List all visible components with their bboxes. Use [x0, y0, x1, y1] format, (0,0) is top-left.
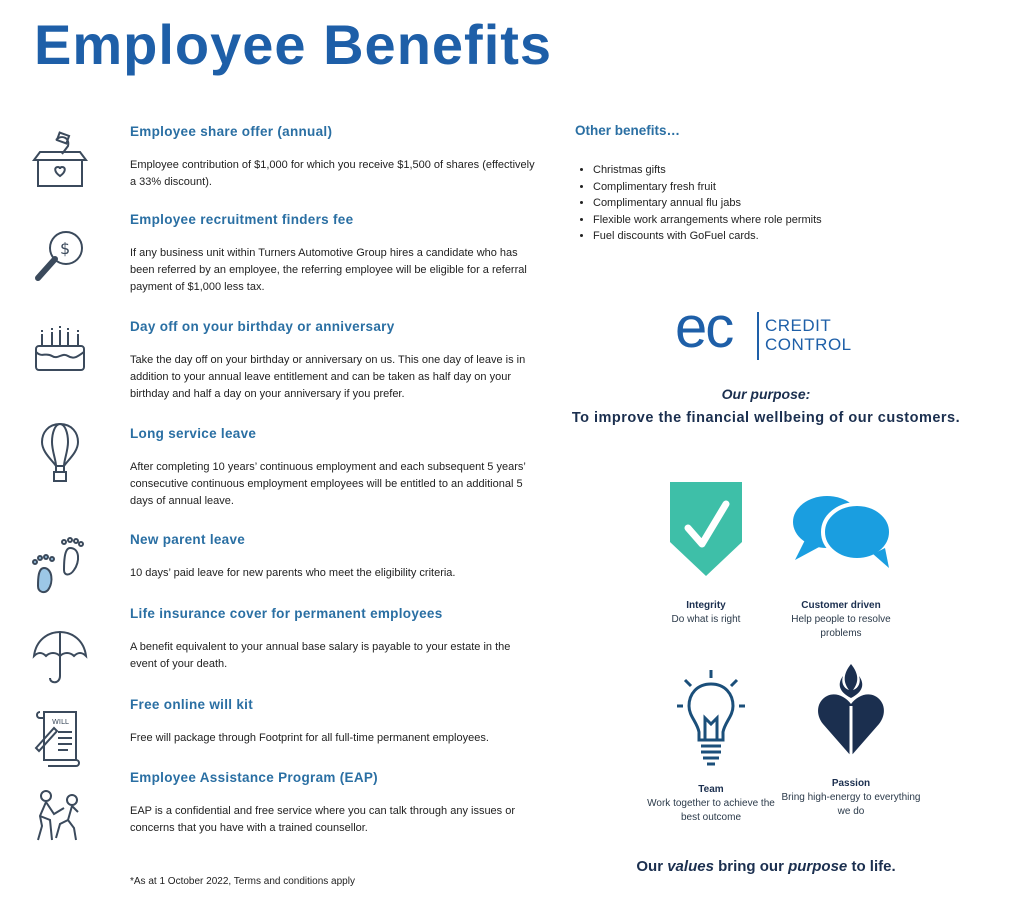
tagline-part: bring our	[713, 858, 789, 875]
value-integrity	[636, 478, 776, 627]
other-benefits-list	[575, 162, 822, 245]
birthday-cake-icon	[30, 318, 90, 378]
tagline-emphasis: purpose	[788, 858, 848, 875]
benefit-will-kit	[130, 697, 535, 747]
benefit-share-offer	[130, 124, 535, 191]
benefit-life-insurance	[130, 606, 535, 673]
footprints-icon	[30, 536, 90, 596]
benefit-title: Employee recruitment finders fee	[130, 212, 354, 227]
list-item: • Complimentary fresh fruit	[593, 179, 822, 196]
donation-box-icon	[30, 130, 90, 190]
magnifier-dollar-icon	[30, 228, 90, 288]
value-desc: Help people to resolve problems	[791, 614, 891, 639]
benefit-finders-fee	[130, 212, 535, 296]
benefit-body: Take the day off on your birthday or anniversary on us. This one day of leave is in addition to your annual leave entitlement and can be taken as half day on your birthday and half a day on your anniversary if you prefer.	[130, 354, 526, 400]
benefit-body: If any business unit within Turners Automotive Group hires a candidate who has been referred by an employee, the referring employee will be eligible for a referral payment of $1,000 less tax.	[130, 247, 527, 293]
value-name: Passion	[831, 778, 871, 789]
benefit-title: Employee share offer (annual)	[130, 124, 333, 139]
benefit-long-service	[130, 426, 535, 510]
tagline-part: Our	[636, 858, 668, 875]
hot-air-balloon-icon	[30, 422, 90, 482]
benefit-title: Long service leave	[130, 426, 257, 441]
logo-line-1: CREDIT	[765, 316, 832, 335]
benefit-title: Day off on your birthday or anniversary	[130, 319, 395, 334]
tagline-part: to life.	[847, 858, 896, 875]
benefit-eap	[130, 770, 535, 837]
logo-mark: ec	[675, 295, 733, 360]
benefit-title: Employee Assistance Program (EAP)	[130, 770, 378, 785]
list-item: • Fuel discounts with GoFuel cards.	[593, 228, 822, 245]
value-desc: Do what is right	[671, 614, 741, 625]
value-desc: Bring high-energy to everything we do	[781, 792, 921, 817]
lightbulb-icon	[671, 666, 751, 770]
logo-divider	[757, 312, 759, 360]
umbrella-icon	[30, 628, 90, 688]
purpose-label: Our purpose:	[721, 386, 811, 402]
purpose-text: To improve the financial wellbeing of our customers.	[571, 410, 961, 426]
value-name: Integrity	[686, 600, 726, 611]
benefit-body: After completing 10 years’ continuous employment and each subsequent 5 years’ consecutive continuous employment employees will be entitled to an additional 5 days of annual leave.	[130, 461, 526, 507]
list-item: • Flexible work arrangements where role permits	[593, 212, 822, 229]
value-desc: Work together to achieve the best outcome	[647, 798, 775, 823]
benefit-title: New parent leave	[130, 532, 246, 547]
svg-text:WILL: WILL	[52, 718, 69, 726]
benefit-body: Employee contribution of $1,000 for which you receive $1,500 of shares (effectively a 33% discount).	[130, 159, 535, 188]
benefit-title: Free online will kit	[130, 697, 254, 712]
other-benefits-heading: Other benefits…	[575, 123, 681, 138]
helping-hand-icon	[30, 786, 90, 846]
benefit-birthday	[130, 319, 535, 403]
will-document-icon	[30, 708, 90, 768]
list-item: • Christmas gifts	[593, 162, 822, 179]
value-passion	[781, 660, 921, 819]
value-name: Customer driven	[801, 600, 881, 611]
benefit-title: Life insurance cover for permanent employees	[130, 606, 443, 621]
values-tagline	[560, 858, 972, 875]
list-item: • Complimentary annual flu jabs	[593, 195, 822, 212]
benefit-parent-leave	[130, 532, 535, 582]
speech-bubbles-icon	[781, 488, 901, 578]
shield-check-icon	[666, 478, 746, 578]
page-title: Employee Benefits	[34, 13, 553, 76]
benefit-body: 10 days’ paid leave for new parents who meet the eligibility criteria.	[130, 567, 456, 579]
tagline-emphasis: values	[667, 858, 714, 875]
flame-heart-icon	[811, 660, 891, 770]
benefit-body: Free will package through Footprint for all full-time permanent employees.	[130, 732, 489, 744]
logo-line-2: CONTROL	[765, 335, 852, 354]
logo-text	[765, 316, 852, 354]
value-name: Team	[698, 784, 724, 795]
svg-text:$: $	[60, 239, 71, 258]
benefit-body: EAP is a confidential and free service where you can talk through any issues or concerns that you have with a trained counsellor.	[130, 805, 516, 834]
value-team	[641, 666, 781, 825]
value-customer-driven	[771, 488, 911, 641]
benefit-body: A benefit equivalent to your annual base salary is payable to your estate in the event of your death.	[130, 641, 511, 670]
ec-credit-control-logo	[675, 295, 865, 364]
footnote: *As at 1 October 2022, Terms and conditions apply	[130, 876, 355, 887]
